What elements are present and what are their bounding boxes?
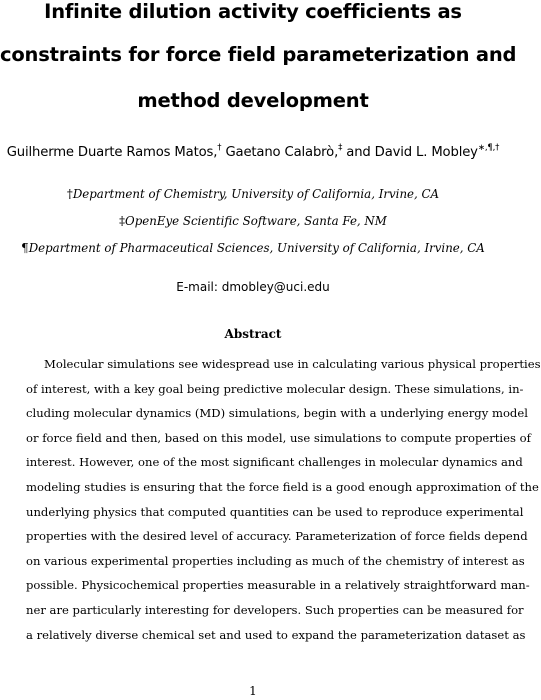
affiliation [0,241,506,255]
abstract-line: interest. However, one of the most significant challenges in molecular dynamics and [26,455,523,470]
abstract-line: Molecular simulations see widespread use in calculating various physical properties [44,357,541,371]
affiliation-mark: ‡ [119,214,126,228]
abstract-line: on various experimental properties including as much of the chemistry of interest as [26,553,525,568]
paper-title-line-3: method development [137,89,369,112]
affiliation-text: Department of Pharmaceutical Sciences, University of California, Irvine, CA [28,241,485,255]
affiliation-text: Department of Chemistry, University of California, Irvine, CA [72,187,440,201]
abstract-line: or force field and then, based on this model, use simulations to compute properties of [26,430,531,445]
author-affiliation-mark: ∗,¶,† [477,143,500,153]
affiliation [0,214,506,228]
abstract-line: cluding molecular dynamics (MD) simulations, begin with a underlying energy model [26,406,528,421]
author-name: and David L. Mobley [346,145,478,160]
paper-title-line-2: constraints for force field parameterization and [0,43,517,66]
affiliation-mark: † [66,187,73,201]
author-affiliation-mark: ‡ [338,143,343,153]
affiliation-mark: ¶ [21,241,29,255]
abstract-line: underlying physics that computed quantities can be used to reproduce experimental [26,504,524,519]
abstract-body [26,352,541,647]
contact-email: E-mail: dmobley@uci.edu [176,280,330,294]
page-number: 1 [249,684,257,698]
author-affiliation-mark: † [217,143,222,153]
abstract-line: possible. Physicochemical properties measurable in a relatively straightforward man- [26,578,530,593]
author-name: Guilherme Duarte Ramos Matos, [6,145,218,160]
paper-title-line-1: Infinite dilution activity coefficients as [44,0,462,23]
abstract-line: of interest, with a key goal being predictive molecular design. These simulations, in- [26,381,524,396]
abstract-heading: Abstract [224,327,282,341]
abstract-line: properties with the desired level of accuracy. Parameterization of force fields depend [26,529,528,544]
abstract-line: a relatively diverse chemical set and used to expand the parameterization dataset as [26,627,526,642]
affiliation [0,187,506,201]
author-list [0,143,506,160]
abstract-line: ner are particularly interesting for developers. Such properties can be measured for [26,602,524,617]
affiliation-text: OpenEye Scientific Software, Santa Fe, NM [125,214,387,228]
author-name: Gaetano Calabrò, [225,145,339,160]
abstract-line: modeling studies is ensuring that the force field is a good enough approximation of the [26,479,539,494]
